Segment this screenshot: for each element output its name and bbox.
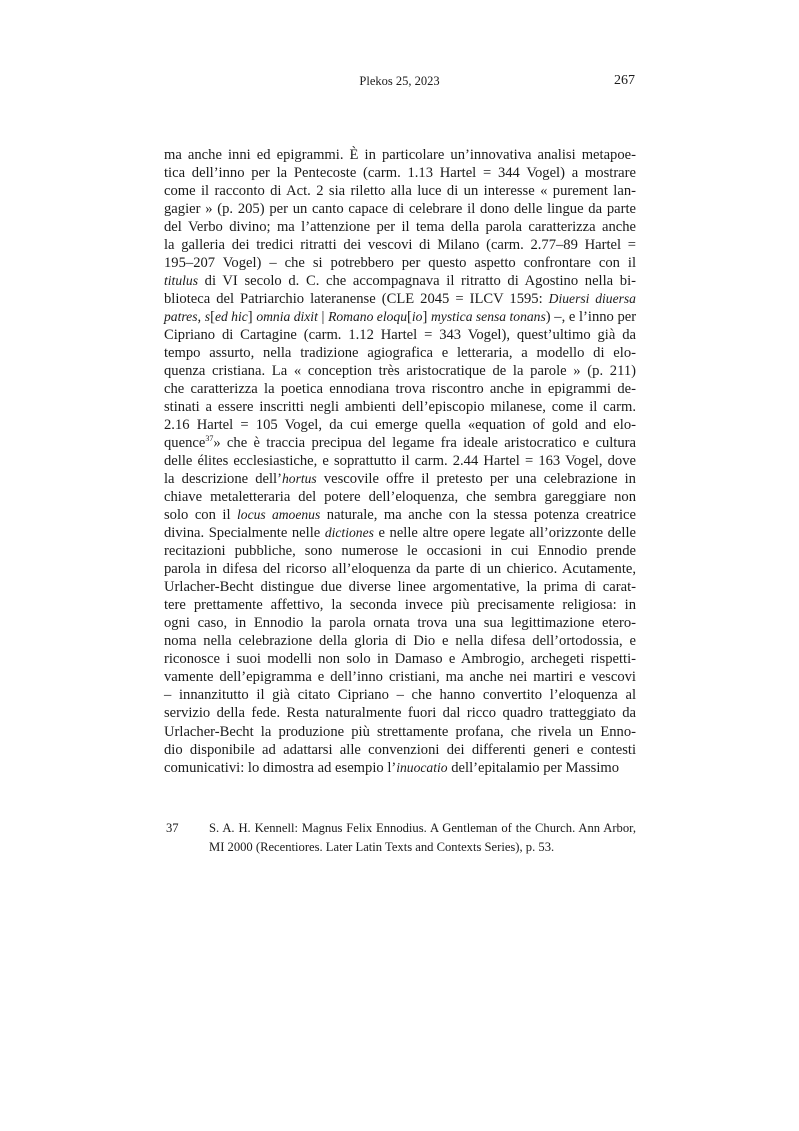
footnote-line: MI 2000 (Recentiores. Later Latin Texts and Contexts Series), p. 53.: [209, 839, 555, 854]
text-line: [164, 596, 636, 614]
text-line: [164, 614, 636, 632]
italic-text: s: [204, 309, 211, 325]
running-header: Plekos 25, 2023: [359, 74, 440, 88]
text-line: [164, 380, 636, 398]
text-line: [164, 182, 636, 200]
text-line: [164, 434, 636, 452]
text-line: [164, 290, 636, 308]
text-run: ) –, e l’inno per: [545, 309, 637, 326]
italic-text: patres: [164, 309, 198, 325]
text-line: [164, 560, 636, 578]
text-run: chiave metaletteraria del potere dell’eloquenza, che sembra gareggiare non: [164, 489, 636, 506]
text-run: [: [210, 309, 215, 326]
text-line: [164, 632, 636, 650]
text-run: Urlacher-Becht distingue due diverse linee argomentative, la prima di carat-: [164, 579, 636, 596]
text-run: riconosce i suoi modelli non solo in Damaso e Ambrogio, archegeti rispetti-: [164, 651, 636, 668]
italic-text: mystica sensa tonans: [430, 309, 546, 325]
text-line: [164, 308, 636, 326]
text-run: solo con il: [164, 507, 237, 524]
text-line: [164, 704, 636, 722]
text-line: [164, 146, 636, 164]
text-run: divina. Specialmente nelle: [164, 525, 325, 542]
text-run: comunicativi: lo dimostra ad esempio l’: [164, 759, 397, 776]
italic-text: locus amoenus: [237, 507, 321, 523]
page-number: 267: [614, 73, 635, 88]
text-run: servizio della fede. Resta naturalmente fuori dal ricco quadro tratteggiato da: [164, 705, 636, 722]
text-line: [164, 488, 636, 506]
italic-text: Romano eloqu: [328, 309, 407, 325]
italic-text: dictiones: [324, 525, 374, 541]
text-run: ]: [247, 309, 257, 326]
italic-text: omnia dixit: [256, 309, 318, 325]
text-line: [164, 524, 636, 542]
text-run: vamente dell’epigramma e dell’inno cristiani, ma anche nei martiri e vescovi: [164, 669, 636, 686]
text-run: parola in difesa del ricorso all’eloquenza da parte di un chierico. Acutamente,: [164, 561, 636, 578]
text-run: tere prettamente affettivo, la seconda invece più precisamente religiosa: in: [164, 597, 636, 614]
text-run: naturale, ma anche con la stessa potenza creatrice: [320, 507, 636, 524]
text-line: [164, 741, 636, 759]
text-run: e nelle altre opere legate all’orizzonte delle: [373, 525, 636, 542]
italic-text: hortus: [281, 471, 317, 487]
italic-text: ed hic: [214, 309, 248, 325]
text-run: recitazioni pubbliche, sono numerose le occasioni in cui Ennodio prende: [164, 543, 636, 560]
text-line: [164, 344, 636, 362]
text-line: [164, 470, 636, 488]
text-line: [164, 650, 636, 668]
text-run: » che è traccia precipua del legame fra ideale aristocratico e cultura: [213, 435, 636, 452]
text-run: |: [317, 309, 329, 326]
text-line: [164, 668, 636, 686]
footnote-number: 37: [166, 821, 179, 835]
text-line: [164, 326, 636, 344]
footnote-line: S. A. H. Kennell: Magnus Felix Ennodius. A Gentleman of the Church. Ann Arbor,: [209, 821, 636, 835]
footnote: [164, 819, 636, 856]
text-run: ,: [197, 309, 205, 326]
text-run: di VI secolo d. C. che accompagnava il ritratto di Agostino nella bi-: [198, 273, 636, 290]
text-run: stinati a essere inscritti negli ambienti dell’episcopio milanese, come il carm.: [164, 399, 636, 416]
text-run: la galleria dei tredici ritratti dei vescovi di Milano (carm. 2.77–89 Hartel =: [164, 237, 636, 254]
text-run: blioteca del Patriarchio lateranense (CLE 2045 = ILCV 1595:: [164, 291, 549, 308]
text-run: dio disponibile ad adattarsi alle convenzioni dei differenti generi e contesti: [164, 741, 636, 758]
text-run: 2.16 Hartel = 105 Vogel, da cui emerge quella «equation of gold and elo-: [164, 417, 636, 434]
text-run: Urlacher-Becht la produzione più strettamente profana, che rivela un Enno-: [164, 723, 636, 740]
text-line: [164, 686, 636, 704]
text-run: quence: [164, 435, 206, 452]
italic-text: inuocatio: [396, 759, 448, 775]
text-run: vescovile offre il pretesto per una celebrazione in: [316, 471, 636, 488]
text-line: [164, 236, 636, 254]
text-line: [164, 362, 636, 380]
text-line: [164, 759, 636, 777]
text-run: ogni caso, in Ennodio la parola ornata trova una sua legittimazione etero-: [164, 615, 636, 632]
body-text: [164, 146, 636, 777]
text-run: delle élites ecclesiastiche, e soprattutto il carm. 2.44 Hartel = 163 Vogel, dove: [164, 453, 636, 470]
text-line: [164, 164, 636, 182]
text-run: dell’epitalamio per Massimo: [447, 759, 620, 776]
text-run: tempo assurto, nella tradizione agiografica e letteraria, a modello di elo-: [164, 345, 636, 362]
text-run: noma nella celebrazione della gloria di Dio e nella difesa dell’ortodossia, e: [164, 633, 636, 650]
text-line: [164, 506, 636, 524]
text-line: [164, 416, 636, 434]
text-run: 195–207 Vogel) – che si potrebbero per questo aspetto confrontare con il: [164, 255, 636, 272]
text-line: [164, 452, 636, 470]
text-run: la descrizione dell’: [164, 471, 282, 488]
text-line: [164, 218, 636, 236]
text-run: che caratterizza la poetica ennodiana trova riscontro anche in epigrammi de-: [164, 381, 636, 398]
text-run: gagier » (p. 205) per un canto capace di celebrare il dono delle lingue da parte: [164, 201, 636, 218]
italic-text: Diuersi diuersa: [548, 291, 636, 307]
footnote-reference: 37: [205, 434, 214, 444]
text-run: Cipriano di Cartagine (carm. 1.12 Hartel = 343 Vogel), quest’ultimo già da: [164, 327, 636, 344]
text-run: ma anche inni ed epigrammi. È in particolare un’innovativa analisi metapoe-: [164, 147, 636, 163]
text-run: [: [407, 309, 412, 326]
text-line: [164, 254, 636, 272]
text-line: [164, 398, 636, 416]
italic-text: titulus: [164, 273, 198, 289]
text-run: tica dell’inno per la Pentecoste (carm. 1.13 Hartel = 344 Vogel) a mostrare: [164, 165, 636, 182]
text-line: [164, 542, 636, 560]
text-line: [164, 200, 636, 218]
text-run: – innanzitutto il già citato Cipriano – che hanno convertito l’eloquenza al: [164, 687, 636, 704]
text-line: [164, 723, 636, 741]
text-line: [164, 272, 636, 290]
text-line: [164, 578, 636, 596]
italic-text: io: [411, 309, 423, 325]
text-run: ]: [422, 309, 431, 326]
text-run: come il racconto di Act. 2 sia riletto alla luce di un interesse « purement lan-: [164, 183, 636, 200]
text-run: quenza cristiana. La « conception très aristocratique de la parole » (p. 211): [164, 363, 636, 380]
text-run: del Verbo divino; ma l’attenzione per il tema della parola caratterizza anche: [164, 219, 636, 236]
